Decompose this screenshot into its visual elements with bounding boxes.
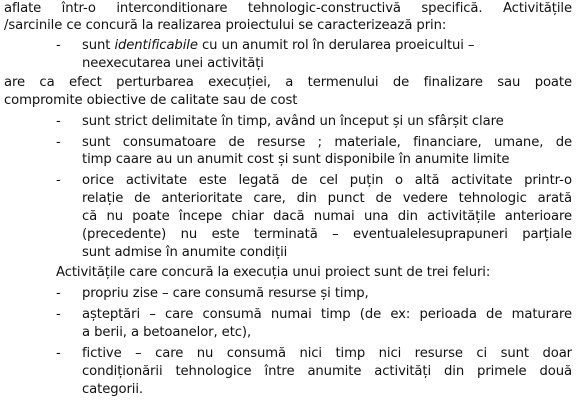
paragraph-line-2 — [4, 18, 446, 35]
italic-term: identificabile — [114, 38, 198, 53]
paragraph-line-3 — [4, 75, 572, 92]
text-line: aflate într-o interconditionare tehnologic-constructivă specifică. Activitățile — [4, 1, 572, 16]
bullet-text — [82, 38, 474, 55]
bullet-text — [82, 135, 572, 152]
text-line: condiționării tehnologice între anumite activități din primele două — [82, 364, 572, 379]
text-line: a berii, a betoanelor, etc), — [82, 325, 252, 340]
bullet-text — [82, 173, 572, 190]
bullet-continuation — [82, 152, 509, 169]
bullet-text — [82, 346, 572, 363]
text-line: (precedente) nu este terminată – eventualelesuprapuneri parțiale — [82, 227, 572, 242]
paragraph-line-4 — [4, 93, 297, 110]
bullet-dash: - — [56, 307, 61, 322]
bullet-text — [82, 307, 572, 324]
text-line: sunt consumatoare de resurse ; materiale, financiare, umane, de — [82, 135, 572, 150]
text-line: orice activitate este legată de cel puțin o altă activitate printr-o — [82, 173, 572, 188]
text-line: compromite obiective de calitate sau de cost — [4, 93, 298, 108]
bullet-dash: - — [56, 173, 61, 188]
text-fragment: cu un anumit rol în derularea proeicultui – — [197, 38, 475, 53]
bullet-text: propriu zise – care consumă resurse și timp, — [82, 286, 369, 301]
text-line: fictive – care nu consumă nici timp nici resurse ci sunt doar — [82, 346, 572, 361]
bullet-dash: - — [56, 114, 61, 129]
bullet-continuation — [82, 191, 572, 208]
text-line: neexecutarea unei activități — [82, 56, 264, 71]
bullet-dash: - — [56, 38, 61, 53]
text-line: relație de anterioritate care, din punct de vedere tehnologic arată — [82, 191, 572, 206]
bullet-continuation — [82, 56, 264, 73]
paragraph-line-5 — [56, 265, 490, 282]
bullet-continuation — [82, 209, 572, 226]
bullet-continuation — [82, 382, 143, 399]
text-line: sunt admise în anumite condiții — [82, 245, 288, 260]
text-line: că nu poate începe chiar dacă numai una din activitățile anterioare — [82, 209, 572, 224]
bullet-dash: - — [56, 135, 61, 150]
bullet-dash: - — [56, 286, 61, 301]
bullet-text: sunt strict delimitate în timp, având un început și un sfârșit clare — [82, 114, 504, 129]
text-line: categorii. — [82, 382, 143, 397]
text-line: /sarcinile ce concură la realizarea proiectului se caracterizează prin: — [4, 18, 447, 33]
text-line: Activitățile care concură la execuția unui proiect sunt de trei feluri: — [56, 265, 491, 280]
bullet-continuation — [82, 245, 287, 262]
paragraph-line-1 — [4, 1, 572, 18]
text-fragment: sunt — [82, 38, 115, 53]
text-line: timp caare au un anumit cost și sunt disponibile în anumite limite — [82, 152, 510, 167]
bullet-continuation — [82, 364, 572, 381]
text-line: așteptări – care consumă numai timp (de ex: perioada de maturare — [82, 307, 572, 322]
bullet-continuation — [82, 227, 572, 244]
bullet-dash: - — [56, 346, 61, 361]
text-line: are ca efect perturbarea execuției, a termenului de finalizare sau poate — [4, 75, 572, 90]
bullet-continuation — [82, 325, 251, 342]
